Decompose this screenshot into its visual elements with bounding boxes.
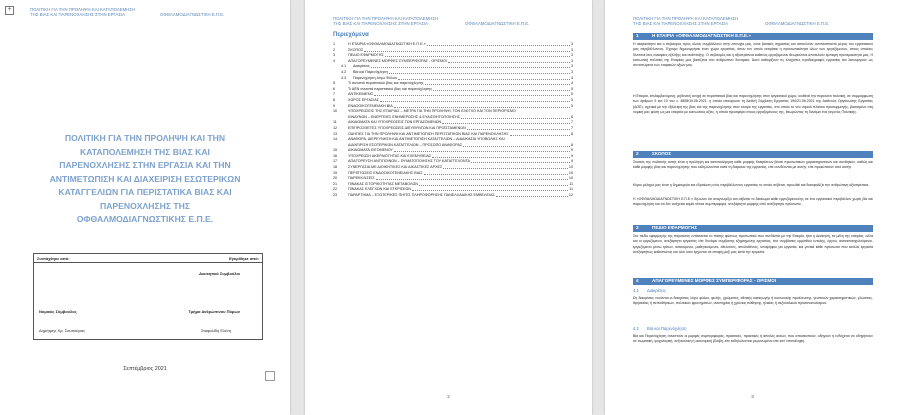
toc-entry-title: ΣΥΝΕΡΓΑΣΙΑ ΜΕ ΔΙΟΙΚΗΤΙΚΕΣ ΚΑΙ ΔΙΚΑΣΤΙΚΕΣ ΑΡΧΕΣ xyxy=(348,165,443,170)
toc-entry-number: 16 xyxy=(333,153,338,158)
toc-leader-dots xyxy=(463,143,570,147)
running-header-line2: ΤΗΣ ΒΙΑΣ ΚΑΙ ΠΑΡΕΝΟΧΛΗΣΗΣ ΣΤΗΝ ΕΡΓΑΣΙΑ xyxy=(333,21,429,27)
toc-entry-title: ΣΚΟΠΟΣ xyxy=(348,47,364,52)
toc-entry-page: 3 xyxy=(570,47,573,52)
toc-entry-page: 5 xyxy=(570,103,573,108)
running-header-company: ΟΦΘΑΛΜΟΔΙΑΓΝΩΣΤΙΚΗ Ε.Π.Ε. xyxy=(765,21,830,27)
toc-entry-number: 22 xyxy=(333,187,338,192)
page-checkbox[interactable] xyxy=(265,371,275,381)
toc-entry-title: ΧΩΡΟΣ ΕΡΓΑΣΙΑΣ xyxy=(348,97,379,102)
running-header-line2: ΤΗΣ ΒΙΑΣ ΚΑΙ ΠΑΡΕΝΟΧΛΗΣΗΣ ΣΤΗΝ ΕΡΓΑΣΙΑ xyxy=(30,12,126,18)
toc-entry-title: Βία και Παρενόχληση xyxy=(353,69,388,74)
toc-leader-dots xyxy=(389,70,570,74)
paragraph: Η ακεραιότητα και ο σεβασμός προς όλους συμβάλλουν στην επιτυχία μας, είναι βασικές σημασίας και αποτελούν αναπόσπαστο μέρος του εργασιακού μας περιβάλλοντος. Έχουμε δημιουργήσει έναν χώρο εργασίας, όπου τον οποίο εκτιμάται η προσωπικότητα όλων των εργαζόμενων, στους οποίους δίνονται ίσες ευκαιρίες εξέλιξης και ανάπτυξης. Ο σεβασμός και η αξιοπρέπεια καθενός εργαζόμενου θεωρούνται αποτελούν έμπειρη προτεραιότητά μας. Η κοινωνική πολιτική της Εταιρίας μας βασίζεται στο ανθρώπινο δυναμικό. Αυτό καθορίζουν τις ελάχιστες προδιαγραφές εργασίας και λειτουργούν ως συνιστώμενα των εταιρικών αξιών μας. xyxy=(633,42,873,68)
title-line: ΠΟΛΙΤΙΚΗ ΓΙΑ ΤΗΝ ΠΡΟΛΗΨΗ ΚΑΙ ΤΗΝ xyxy=(64,133,226,143)
running-header-line1: ΠΟΛΙΤΙΚΗ ΓΙΑ ΤΗΝ ΠΡΟΛΗΨΗ ΚΑΙ ΚΑΤΑΠΟΛΕΜΗΣΗ xyxy=(333,16,439,21)
toc-entry-number: 8 xyxy=(333,97,336,102)
toc-entry-page: 8 xyxy=(570,131,573,136)
toc-entry-number: 12 xyxy=(333,125,338,130)
toc-entry-title: ΠΑΡΑΡΤΗΜΑ – ΕΞΩΤΕΡΙΚΕΣ ΠΗΓΕΣ ΠΛΗΡΟΦΟΡΗΣΗΣ ΠΑΝΕΛΛΑΔΙΚΗΣ ΕΜΒΕΛΕΙΑΣ xyxy=(348,193,495,198)
title-line: ΠΑΡΕΝΟΧΛΗΣΗΣ ΤΗΣ xyxy=(100,200,190,211)
title-line: ΟΦΘΑΛΜΟΔΙΑΓΝΩΣΤΙΚΗΣ Ε.Π.Ε. xyxy=(76,214,214,224)
toc-entry-number: 21 xyxy=(333,181,338,186)
section-heading: 3 ΠΕΔΙΟ ΕΦΑΡΜΟΓΗΣ xyxy=(633,225,873,232)
toc-entry-title: ΚΙΝΔΥΝΩΝ – ΕΝΕΡΓΕΙΕΣ ΕΝΗΜΕΡΩΣΗΣ & ΕΥΑΙΣΘΗΤΟΠΟΙΗΣΗΣ xyxy=(348,114,460,119)
paragraph: Η Εταιρία, επιλαμβανόμενη, μηδενική ανοχή σε περιστατικά βίας και παρενόχλησης στον εργασιακό χώρο, υιοθετεί την παρούσα πολιτική, σε συμμόρφωση των άρθρων 9 και 10 του ν. 4808/19.06.2021, η οποία επικύρωσε τη Διεθνή Σύμβαση Εργασίας 190/21.06.2021 της Διεθνούς Οργάνωσης Εργασίας (ΔΟΕ), σχετικά με την εξάλειψη της βίας και της παρενόχλησης στον κόσμο της εργασίας, στο οποίο το νέο νομικό πλαίσιο προσαρμογής, βασισμένο στη νομική μας φύση ως μια εταιρεία με κοινωνικές αξίες, η οποία προσφέρει στους εργαζομένους της, θεωρώντας τη δυνάμει ένα γεγονός Πολιτικής. xyxy=(633,94,873,114)
toc-entry-number: 10 xyxy=(333,109,338,114)
toc-entry-title: ΠΕΡΙΠΤΩΣΕΙΣ ΕΝΔΟΟΙΚΟΓΕΝΕΙΑΚΗΣ ΒΙΑΣ xyxy=(348,170,423,175)
toc-entry-title: ΠΕΔΙΟ ΕΦΑΡΜΟΓΗΣ xyxy=(348,53,384,58)
section-heading: 2 ΣΚΟΠΟΣ xyxy=(633,151,873,158)
table-move-handle-icon[interactable]: + xyxy=(5,6,14,15)
toc-leader-dots xyxy=(394,148,570,152)
hr-person-name: Σταφυλίδη Ελένη xyxy=(200,328,231,333)
toc-entry-number: 4.2 xyxy=(341,69,347,74)
toc-leader-dots xyxy=(371,64,570,68)
toc-entry-number: 4.1 xyxy=(341,64,347,69)
running-header xyxy=(333,16,438,27)
toc-entry-number: 5 xyxy=(333,81,336,86)
toc-leader-dots xyxy=(496,193,568,197)
toc-entry-page: 5 xyxy=(570,97,573,102)
page-number: 2 xyxy=(447,394,450,399)
toc-entry-number: 18 xyxy=(333,165,338,170)
toc-entry-title: ΑΝΑΦΟΡΑ, ΔΙΕΡΕΥΝΗΣΗ ΚΑΙ ΑΝΤΙΜΕΤΩΠΙΣΗ ΚΑΤΑΓΓΕΛΙΩΝ – ΔΙΑΔΙΚΑΣΙΑ ΥΠΟΒΟΛΗΣ ΚΑΙ xyxy=(348,137,505,142)
toc-leader-dots xyxy=(419,182,568,186)
toc-entry-page: 9 xyxy=(570,159,573,164)
prepared-by-label: Συντάχθηκε από: xyxy=(37,256,70,261)
toc-list xyxy=(333,42,573,199)
document-date: Σεπτέμβριος 2021 xyxy=(123,366,167,372)
toc-entry-number: 20 xyxy=(333,176,338,181)
running-header xyxy=(30,7,135,18)
toc-entry-title: ΠΙΝΑΚΑΣ ΕΛΕΓΧΩΝ ΚΑΙ ΕΓΚΡΙΣΕΩΝ xyxy=(348,187,411,192)
toc-entry-number: 11 xyxy=(333,120,337,125)
document-page-toc xyxy=(305,0,592,415)
document-page-body xyxy=(605,0,900,415)
toc-leader-dots xyxy=(398,76,570,80)
toc-leader-dots xyxy=(364,48,570,52)
paragraph: Στο πεδίο εφαρμογής της παρούσας εντάσσεται το πάσης φύσεως προσωπικό που συνδέεται με την Εταιρία, ήτοι η Διοίκηση, τα μέλη της εταιρίας, αλλά και οι εργαζόμενοι, ανεξάρτητα εργασίας είτε δυνάμει σύμβασης εξηρτημένης εργασίας, είτε συμβάσεις εμμίσθου εντολής, έργου, αυτοαπασχολούμενοι, εργαζόμενοι μέσω τρίτων, ασκούμενοι, μαθητευόμενοι, εθελοντές, απολυθέντες, υποψήφιοι για εργασία, και γενικά κάθε πρόσωπο που εκτελεί εργασία ανεξαρτήτως καθεστώτος και όλοι όσοι έρχονται σε επαφή μαζί μας κατά την εργασία. xyxy=(633,234,873,254)
legal-advisor-name: Δημήτρης Χρ. Σουσούρας xyxy=(39,328,85,333)
running-header xyxy=(633,16,738,27)
title-line: ΠΑΡΕΝΟΧΛΗΣΗΣ ΣΤΗΝ ΕΡΓΑΣΙΑ ΚΑΙ ΤΗΝ xyxy=(59,160,231,170)
toc-entry-page: 4 xyxy=(570,81,573,86)
page-number: 3 xyxy=(751,394,754,399)
toc-entry-page: 3 xyxy=(570,69,573,74)
document-page-cover xyxy=(0,0,290,415)
running-header-line2: ΤΗΣ ΒΙΑΣ ΚΑΙ ΠΑΡΕΝΟΧΛΗΣΗΣ ΣΤΗΝ ΕΡΓΑΣΙΑ xyxy=(633,21,729,27)
hr-department-role: Τμήμα Ανθρώπινου Πόρων xyxy=(188,309,240,314)
toc-leader-dots xyxy=(467,126,570,130)
toc-entry-page: 7 xyxy=(570,125,573,130)
subsection-heading: 4.1 Διακρίσεις xyxy=(633,288,666,293)
toc-entry-title: ΥΠΟΧΡΕΩΣΗ ΑΚΕΡΑΙΟΤΗΤΑΣ ΚΑΙ ΕΧΕΜΥΘΕΙΑΣ xyxy=(348,153,432,158)
running-header-line1: ΠΟΛΙΤΙΚΗ ΓΙΑ ΤΗΝ ΠΡΟΛΗΨΗ ΚΑΙ ΚΑΤΑΠΟΛΕΜΗΣΗ xyxy=(633,16,739,21)
toc-leader-dots xyxy=(448,59,570,63)
title-line: ΚΑΤΑΓΓΕΛΙΩΝ ΓΙΑ ΠΕΡΙΣΤΑΤΙΚΑ ΒΙΑΣ ΚΑΙ xyxy=(58,187,232,197)
toc-entry[interactable] xyxy=(333,193,573,199)
toc-entry-title: Η ΕΤΑΙΡΙΑ «ΟΦΘΑΛΜΟΔΙΑΓΝΩΣΤΙΚΗ Ε.Π.Ε.» xyxy=(348,42,426,46)
toc-entry-page: 3 xyxy=(570,42,573,46)
toc-entry-number: 23 xyxy=(333,193,338,198)
toc-entry-title: Τι ΔΕΝ συνιστά περιστατικό βίας και παρενόχλησης xyxy=(348,86,432,91)
toc-entry-title: ΔΙΑΧΕΙΡΙΣΗ ΕΣΩΤΕΡΙΚΩΝ ΚΑΤΑΓΓΕΛΙΩΝ – ΠΡΟΣΩΠΟ ΑΝΑΦΟΡΑΣ xyxy=(348,142,463,147)
toc-entry-page: 3 xyxy=(570,64,573,69)
toc-entry-page: 12 xyxy=(568,193,573,198)
toc-leader-dots xyxy=(385,53,570,57)
toc-leader-dots xyxy=(461,115,570,119)
running-header-company: ΟΦΘΑΛΜΟΔΙΑΓΝΩΣΤΙΚΗ Ε.Π.Ε. xyxy=(160,12,225,18)
toc-entry-page: 6 xyxy=(570,114,573,119)
toc-entry-number: 15 xyxy=(333,148,338,153)
paragraph: Βία και Παρενόχληση συνιστούν οι μορφές συμπεριφοράς, πρακτικές, πρακτικές ή απειλές αυτών, που αποσκοπούν, οδηγούν ή ενδέχεται να οδηγήσουν σε σωματική, ψυχολογική, σεξουαλική ή οικονομική βλάβη, είτε εκδηλώνονται μεμονωμένα είτε κατ' επανάληψη. xyxy=(633,334,873,344)
toc-entry-number: 9 xyxy=(333,103,336,108)
toc-leader-dots xyxy=(442,120,570,124)
toc-entry-title: Τι συνιστά περιστατικό βίας και παρενόχλησης xyxy=(348,81,424,86)
toc-entry-number: 4.3 xyxy=(341,75,347,80)
toc-leader-dots xyxy=(394,104,570,108)
toc-entry-number: 13 xyxy=(333,131,338,136)
toc-entry-title: Παρενόχληση λόγω Φύλου xyxy=(353,75,397,80)
toc-entry-page: 11 xyxy=(569,181,573,186)
toc-entry-title: ΔΙΚΑΙΩΜΑΤΑ ΘΙΓΟΜΕΝΟΥ xyxy=(348,148,393,153)
toc-entry-number: 3 xyxy=(333,53,336,58)
section-heading: 1 Η ΕΤΑΙΡΙΑ «ΟΦΘΑΛΜΟΔΙΑΓΝΩΣΤΙΚΗ Ε.Π.Ε.» xyxy=(633,33,873,40)
signature-table xyxy=(33,253,263,340)
toc-entry-page: 10 xyxy=(568,165,573,170)
toc-entry-title: ΠΙΝΑΚΑΣ ΙΣΤΟΡΙΚΟΤΗΤΑΣ ΜΕΤΑΒΟΛΩΝ xyxy=(348,181,418,186)
paragraph: Σκοπός της πολιτικής αυτής είναι η πρόληψη και καταπολέμηση κάθε μορφής διακρίσεων βάσει προσωπικών χαρακτηριστικών και συνθηκών, καθώς και κάθε μορφής βίας και παρενόχλησης που εκδηλώνονται κατά τη διάρκεια της εργασίας, είτε συνδέονται με αυτήν, είτε προκύπτουν από αυτήν. xyxy=(633,160,873,170)
paragraph: Κύριο μέλημά μας είναι η δημιουργία και εδραίωση ενός περιβάλλοντος εργασίας το οποίο σέβεται, προωθεί και διασφαλίζει την ανθρώπινη αξιοπρέπεια. xyxy=(633,183,870,187)
toc-entry-number: 1 xyxy=(333,42,336,46)
toc-entry-page: 7 xyxy=(570,120,573,125)
toc-entry-number: 19 xyxy=(333,170,338,175)
toc-entry-title: ΥΠΟΧΡΕΩΣΕΙΣ ΤΗΣ ΕΤΑΙΡΙΑΣ – ΜΕΤΡΑ ΓΙΑ ΤΗΝ ΠΡΟΛΗΨΗ, ΤΟΝ ΕΛΕΓΧΟ ΚΑΙ ΤΟΝ ΠΕΡΙΟΡΙΣΜΟ xyxy=(348,109,516,114)
toc-entry-title: ΟΔΗΓΙΕΣ ΓΙΑ ΤΗΝ ΠΡΟΛΗΨΗ ΚΑΙ ΑΝΤΙΜΕΤΩΠΙΣΗ ΠΕΡΙΣΤΑΤΙΚΩΝ ΒΙΑΣ ΚΑΙ ΠΑΡΕΝΟΧΛΗΣΗΣ xyxy=(348,131,509,136)
toc-leader-dots xyxy=(433,87,570,91)
section-heading: 4 ΑΠΑΓΟΡΕΥΜΕΝΕΣ ΜΟΡΦΕΣ ΣΥΜΠΕΡΙΦΟΡΑΣ - ΟΡΙΣΜΟΙ xyxy=(633,278,873,285)
toc-entry-number: 17 xyxy=(333,159,338,164)
paragraph: Ως διακρίσεις νοούνται οι διακρίσεις λόγω φύλου, φυλής, χρώματος, εθνικής καταγωγής ή κοινωνικής προέλευσης, γενετικών χαρακτηριστικών, γλώσσας, θρησκείας ή πεποιθήσεων, πολιτικών φρονημάτων, αναπηρίας ή χρόνιας πάθησης, ηλικίας ή σεξουαλικού προσανατολισμού. xyxy=(633,296,873,306)
toc-entry-title: ΔΙΚΑΙΩΜΑΤΑ ΚΑΙ ΥΠΟΧΡΕΩΣΕΙΣ ΤΩΝ ΕΡΓΑΖΟΜΕΝΩΝ xyxy=(348,120,442,125)
toc-entry-page: 5 xyxy=(570,86,573,91)
toc-entry-number: 14 xyxy=(333,137,338,142)
toc-leader-dots xyxy=(380,98,570,102)
toc-leader-dots xyxy=(443,165,568,169)
running-header-company: ΟΦΘΑΛΜΟΔΙΑΓΝΩΣΤΙΚΗ Ε.Π.Ε. xyxy=(465,21,530,27)
toc-leader-dots xyxy=(424,171,568,175)
toc-leader-dots xyxy=(427,42,570,46)
title-line: ΚΑΤΑΠΟΛΕΜΗΣΗ ΤΗΣ ΒΙΑΣ ΚΑΙ xyxy=(80,146,210,157)
toc-entry-page: 3 xyxy=(570,58,573,63)
toc-entry-number: 4 xyxy=(333,58,336,63)
approved-by-label: Εγκρίθηκε από: xyxy=(229,256,259,261)
toc-leader-dots xyxy=(432,154,570,158)
toc-entry-page: 9 xyxy=(570,148,573,153)
toc-entry-page: 9 xyxy=(570,153,573,158)
toc-entry-page: 8 xyxy=(570,142,573,147)
toc-leader-dots xyxy=(412,187,568,191)
toc-entry-number: 6 xyxy=(333,86,336,91)
toc-entry-title: ΕΠΙΠΡΟΣΘΕΤΕΣ ΥΠΟΧΡΕΩΣΕΙΣ ΔΙΕΥΘΥΝΤΩΝ ΚΑΙ ΠΡΟΪΣΤΑΜΕΝΩΝ xyxy=(348,125,466,130)
toc-leader-dots xyxy=(376,176,568,180)
running-header-line1: ΠΟΛΙΤΙΚΗ ΓΙΑ ΤΗΝ ΠΡΟΛΗΨΗ ΚΑΙ ΚΑΤΑΠΟΛΕΜΗΣΗ xyxy=(30,7,136,12)
toc-entry-title: ΑΠΑΓΟΡΕΥΜΕΝΕΣ ΜΟΡΦΕΣ ΣΥΜΠΕΡΙΦΟΡΑΣ - ΟΡΙΣΜΟΙ xyxy=(348,58,447,63)
toc-leader-dots xyxy=(425,81,570,85)
board-label: Διοικητικό Συμβούλιο xyxy=(199,271,240,276)
toc-entry-title: ΠΑΡΕΚΚΛΙΣΕΙΣ xyxy=(348,176,375,181)
toc-leader-dots xyxy=(374,92,570,96)
toc-entry-page: 10 xyxy=(568,170,573,175)
toc-entry-title: ΕΝΔΟΟΙΚΟΓΕΝΕΙΑΚΗ ΒΙΑ xyxy=(348,103,393,108)
toc-entry-number: 2 xyxy=(333,47,336,52)
toc-heading: Περιεχόμενα xyxy=(333,32,369,38)
subsection-heading: 4.2 Βία και Παρενόχληση xyxy=(633,326,687,331)
toc-entry-page: 3 xyxy=(570,53,573,58)
toc-entry-page: 11 xyxy=(569,187,573,192)
toc-leader-dots xyxy=(510,132,570,136)
toc-entry-title: ΑΠΑΓΟΡΕΥΣΗ ΑΝΤΙΠΟΙΝΩΝ – ΘΥΜΑΤΟΠΟΙΗΣΗΣ ΤΟΥ ΚΑΤΑΓΓΕΛΟΝΤΑ xyxy=(348,159,470,164)
title-line: ΑΝΤΙΜΕΤΩΠΙΣΗ ΚΑΙ ΔΙΑΧΕΙΡΙΣΗ ΕΣΩΤΕΡΙΚΩΝ xyxy=(49,173,241,184)
toc-entry-page: 4 xyxy=(570,75,573,80)
legal-advisor-role: Νομικός Σύμβουλος xyxy=(39,309,77,314)
toc-entry-title: Διακρίσεις xyxy=(353,64,370,69)
toc-entry-page: 5 xyxy=(570,92,573,97)
document-title xyxy=(18,132,272,227)
toc-entry-number: 7 xyxy=(333,92,336,97)
toc-entry-title: ΑΝΤΙΚΕΙΜΕΝΟ xyxy=(348,92,374,97)
paragraph: Η «ΟΦΘΑΛΜΟΔΙΑΓΝΩΣΤΙΚΗ Ε.Π.Ε.» δηλώνει ότι αναγνωρίζει και σέβεται το δικαίωμα κάθε εργαζόμενου/ης σε ένα εργασιακό περιβάλλον χωρίς βία και παρενόχληση και ότι δεν ανέχεται καμία τέτοια συμπεριφορά, ανεξάρτητα μορφής από ανεξάρτητο πρόσωπο. xyxy=(633,197,873,207)
toc-leader-dots xyxy=(471,159,570,163)
toc-entry-page: 10 xyxy=(568,176,573,181)
